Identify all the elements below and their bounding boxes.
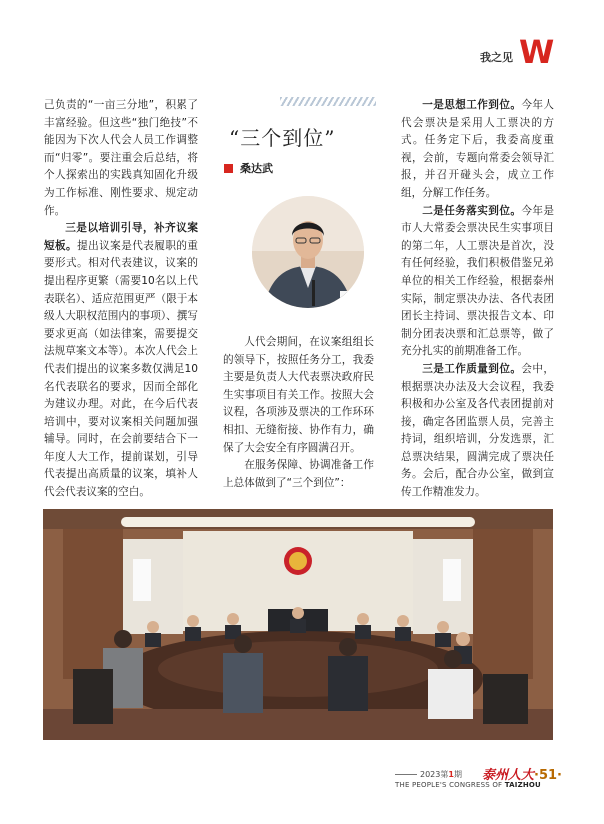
text-column-3 <box>401 97 554 502</box>
paragraph-lead: 一是思想工作到位。 <box>422 99 522 111</box>
paragraph <box>401 361 554 502</box>
paragraph <box>401 97 554 203</box>
section-label: 我之见 <box>480 51 513 64</box>
paragraph-body: 今年是市人大常委会票决民生实事项目的第二年，人工票决是首次，没有任何经验，我们积极借鉴兄弟单位的相关工作经验，根据泰州实际，制定票决办法、各代表团团长主持词、票决报告文本、印制分团表决票和汇总票等，做了充分扎实的前期准备工作。 <box>401 204 555 358</box>
magazine-english-name <box>395 781 541 789</box>
paragraph <box>44 220 198 502</box>
author-name: 桑达武 <box>240 162 273 175</box>
paragraph-lead: 三是以培训引导，补齐议案短板。 <box>44 222 198 252</box>
page-number: ·51· <box>534 768 562 783</box>
footer-rule-left <box>395 774 417 775</box>
issue-year: 2023 <box>420 770 441 779</box>
author-portrait <box>252 196 364 308</box>
paragraph-body: 会中，根据票决办法及大会议程，我委积极和办公室及各代表团提前对接，确定各团监票人员，完善主持词，组织培训，分发选票，汇总票决结果，圆满完成了票决任务。会后，配合办公室，做到宣传工作精准发力。 <box>401 362 555 499</box>
text-column-1 <box>44 97 198 502</box>
issue-info <box>420 769 462 780</box>
paragraph-lead: 二是任务落实到位。 <box>422 204 522 217</box>
english-prefix: THE PEOPLE'S CONGRESS OF <box>395 781 503 789</box>
paragraph-body: 提出议案是代表履职的重要形式。相对代表建议，议案的提出程序更繁（需要10名以上代表联名）、适应范围更严（限于本级人大职权范围内的事项）、撰写要求更高（如法律案，需要提交法规草案文本等）。本次人代会上代表们提出的议案多数仅满足10名代表联名的要求，因而全部化为建议办理。对此，在今后代表培训中，要对议案相关问题加强辅导。同时，在会前要结合下一年度人大工作，提前谋划，引导代表提出高质量的议案，填补人代会代表议案的空白。 <box>44 239 198 499</box>
issue-number: 1 <box>448 770 454 779</box>
logo-letter: W <box>519 36 555 66</box>
magazine-brand: 泰州人大 <box>482 768 535 783</box>
article-title: “三个到位” <box>229 126 336 150</box>
paragraph: 在服务保障、协调准备工作上总体做到了“三个到位”： <box>223 459 374 489</box>
paragraph: 人代会期间，在议案组组长的领导下，按照任务分工，我委主要是负责人大代表票决政府民生实事项目有关工作。按照大会议程，各项涉及票决的工作环环相扣、无缝衔接、协作有力，确保了大会安全有序圆满召开。 <box>223 336 374 454</box>
author-marker <box>224 164 233 173</box>
paragraph <box>401 203 554 361</box>
decorative-stripes <box>280 97 376 106</box>
issue-suffix: 期 <box>453 770 462 779</box>
paragraph: 己负责的“一亩三分地”，积累了丰富经验。但这些“独门绝技”不能因为下次人代会人员工作调整而“归零”。要注重会后总结，将个人探索出的实践真知固化升级为工作标准、刚性要求、规定动作。 <box>44 99 198 217</box>
section-logo <box>518 36 558 66</box>
paragraph-body: 今年人代会票决是采用人工票决的方式。任务定下后，我委高度重视，会前，专题向常委会领导汇报，并召开碰头会，成立工作组，分解工作任务。 <box>401 99 555 199</box>
english-city: TAIZHOU <box>504 781 541 789</box>
text-column-2 <box>223 334 374 492</box>
meeting-photo <box>43 509 553 740</box>
issue-prefix: 第 <box>440 770 449 779</box>
paragraph-lead: 三是工作质量到位。 <box>422 362 522 375</box>
